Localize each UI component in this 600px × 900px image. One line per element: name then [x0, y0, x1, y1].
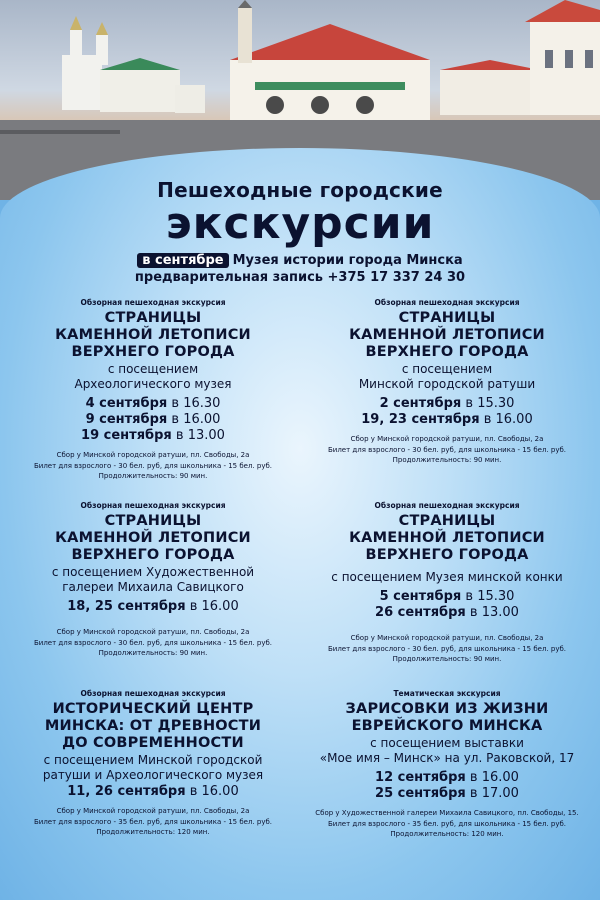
tour-dates: 5 сентября в 15.30 26 сентября в 13.00	[375, 589, 519, 620]
tour-title: ЗАРИСОВКИ ИЗ ЖИЗНИ ЕВРЕЙСКОГО МИНСКА	[345, 701, 549, 734]
tour-title: СТРАНИЦЫ КАМЕННОЙ ЛЕТОПИСИ ВЕРХНЕГО ГОРОДА	[349, 513, 545, 563]
tour-kind: Обзорная пешеходная экскурсия	[374, 501, 520, 510]
tour-kind: Обзорная пешеходная экскурсия	[80, 298, 226, 307]
tour-kind: Обзорная пешеходная экскурсия	[374, 298, 520, 307]
poster-subtitle: Пешеходные городские	[157, 178, 443, 202]
tour-info: Сбор у Художественной галереи Михаила Савицкого, пл. Свободы, 15. Билет для взрослого - 35 бел. руб, для школьника - 15 бел. руб. Продолжительность: 120 мин.	[315, 809, 579, 838]
tour-card-3	[8, 501, 298, 659]
tour-title: СТРАНИЦЫ КАМЕННОЙ ЛЕТОПИСИ ВЕРХНЕГО ГОРОДА	[349, 310, 545, 360]
tour-info: Сбор у Минской городской ратуши, пл. Свободы, 2а Билет для взрослого - 30 бел. руб, для школьника - 15 бел. руб. Продолжительность: 90 мин.	[327, 435, 567, 464]
tour-kind: Обзорная пешеходная экскурсия	[80, 501, 226, 510]
tour-dates: 4 сентября в 16.30 9 сентября в 16.00 19 сентября в 13.00	[81, 396, 225, 443]
organizer-line	[0, 253, 600, 268]
tour-kind: Тематическая экскурсия	[393, 689, 501, 698]
tour-dates: 18, 25 сентября в 16.00	[67, 599, 239, 614]
tour-card-5	[8, 689, 298, 838]
tour-visit: с посещением Археологического музея	[74, 362, 232, 391]
tour-card-1	[8, 298, 298, 482]
tour-visit: с посещением Музея минской конки	[331, 570, 563, 584]
tour-dates: 12 сентября в 16.00 25 сентября в 17.00	[375, 770, 519, 801]
poster-title: экскурсии	[165, 198, 435, 249]
tour-card-2	[302, 298, 592, 466]
tour-info: Сбор у Минской городской ратуши, пл. Свободы, 2а Билет для взрослого - 30 бел. руб, для школьника - 15 бел. руб. Продолжительность: 90 мин.	[327, 634, 567, 663]
booking-line: предварительная запись +375 17 337 24 30	[134, 270, 466, 285]
month-badge: в сентябре	[137, 253, 228, 268]
organizer-name: Музея истории города Минска	[232, 253, 463, 268]
tour-visit: с посещением Минской городской ратуши	[358, 362, 536, 391]
tour-title: СТРАНИЦЫ КАМЕННОЙ ЛЕТОПИСИ ВЕРХНЕГО ГОРОДА	[55, 513, 251, 563]
tour-kind: Обзорная пешеходная экскурсия	[80, 689, 226, 698]
tour-title: ИСТОРИЧЕСКИЙ ЦЕНТР МИНСКА: ОТ ДРЕВНОСТИ ДО СОВРЕМЕННОСТИ	[44, 701, 262, 751]
tour-card-6	[302, 689, 592, 840]
tour-dates: 2 сентября в 15.30 19, 23 сентября в 16.00	[361, 396, 533, 427]
tour-dates: 11, 26 сентября в 16.00	[67, 784, 239, 799]
tour-visit: с посещением выставки «Мое имя – Минск» на ул. Раковской, 17	[319, 736, 575, 765]
tour-card-4	[302, 501, 592, 665]
tour-visit: с посещением Минской городской ратуши и Археологического музея	[42, 753, 264, 782]
tour-title: СТРАНИЦЫ КАМЕННОЙ ЛЕТОПИСИ ВЕРХНЕГО ГОРОДА	[55, 310, 251, 360]
tour-info: Сбор у Минской городской ратуши, пл. Свободы, 2а Билет для взрослого - 35 бел. руб, для школьника - 15 бел. руб. Продолжительность: 120 мин.	[33, 807, 273, 836]
tour-info: Сбор у Минской городской ратуши, пл. Свободы, 2а Билет для взрослого - 30 бел. руб, для школьника - 15 бел. руб. Продолжительность: 90 мин.	[33, 451, 273, 480]
tour-info: Сбор у Минской городской ратуши, пл. Свободы, 2а Билет для взрослого - 30 бел. руб, для школьника - 15 бел. руб. Продолжительность: 90 мин.	[33, 628, 273, 657]
tour-visit: с посещением Художественной галереи Михаила Савицкого	[51, 565, 255, 594]
